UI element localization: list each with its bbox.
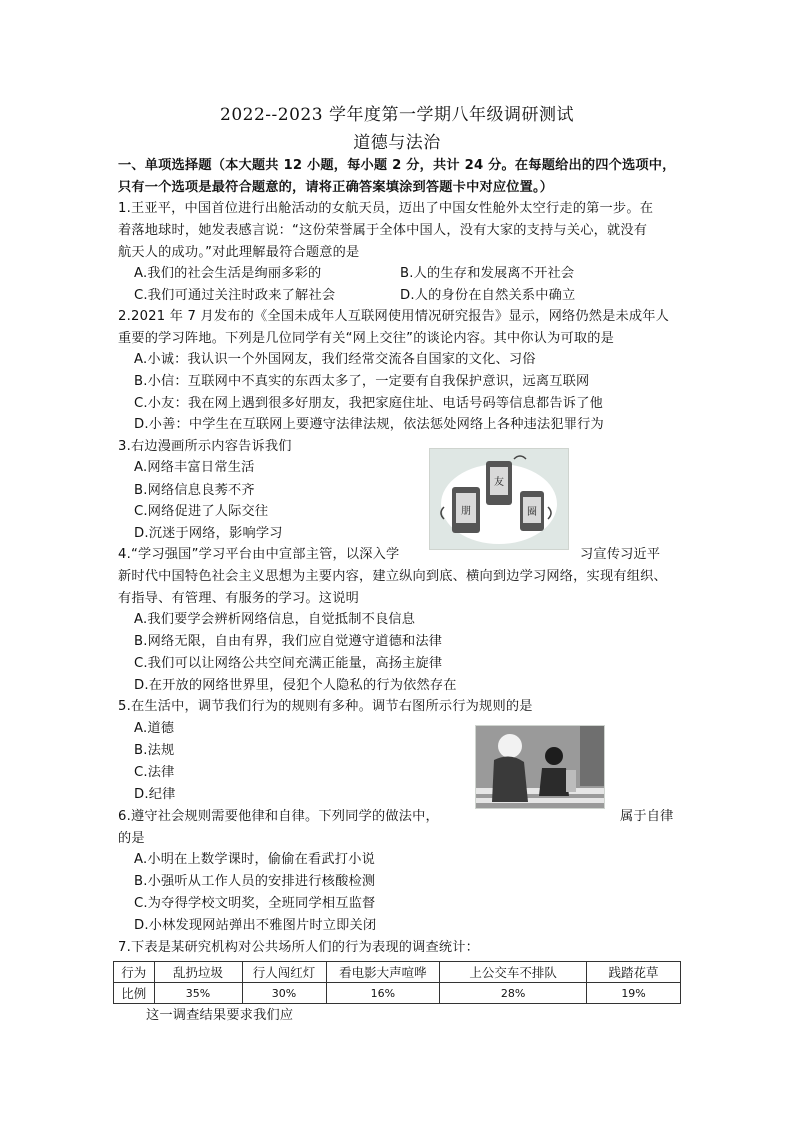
q1-option-d: D.人的身份在自然关系中确立 [400, 288, 576, 303]
section-heading-line-1: 一、单项选择题（本大题共 12 小题，每小题 2 分，共计 24 分。在每题给出的四个选项中， [118, 158, 676, 173]
q5-option-c: C.法律 [134, 765, 175, 780]
row-head-behavior: 行为 [114, 962, 155, 983]
q4-stem-line-2: 新时代中国特色社会主义思想为主要内容，建立纵向到底、横向到边学习网络，实现有组织、 [118, 569, 667, 584]
phone-label-1: 朋 [461, 506, 471, 517]
q1-stem-line-3: 航天人的成功。”对此理解最符合题意的是 [118, 245, 360, 260]
q7-follow-up: 这一调查结果要求我们应 [146, 1008, 294, 1023]
ratio-cell: 35% [154, 983, 242, 1004]
exam-subject: 道德与法治 [353, 133, 441, 153]
behavior-cell: 看电影大声喧哗 [326, 962, 440, 983]
behavior-cell: 乱扔垃圾 [154, 962, 242, 983]
q4-option-a: A.我们要学会辨析网络信息，自觉抵制不良信息 [134, 612, 416, 627]
q5-option-a: A.道德 [134, 721, 175, 736]
behavior-cell: 践踏花草 [587, 962, 681, 983]
ratio-cell: 30% [242, 983, 326, 1004]
q6-option-d: D.小林发现网站弹出不雅图片时立即关闭 [134, 918, 377, 933]
behavior-cell: 上公交车不排队 [440, 962, 587, 983]
q4-stem-line-1b: 习宣传习近平 [580, 547, 661, 562]
q5-option-d: D.纪律 [134, 787, 176, 802]
q1-option-c: C.我们可通过关注时政来了解社会 [134, 288, 336, 303]
q6-option-c: C.为夺得学校文明奖，全班同学相互监督 [134, 896, 376, 911]
q4-option-b: B.网络无限，自由有界，我们应自觉遵守道德和法律 [134, 634, 443, 649]
elder-body [492, 756, 528, 802]
table-row [114, 983, 681, 1004]
child-body [539, 768, 569, 796]
q5-option-b: B.法规 [134, 743, 175, 758]
q1-stem-line-1: 1.王亚平，中国首位进行出舱活动的女航天员，迈出了中国女性舱外太空行走的第一步。在 [118, 201, 654, 216]
q7-survey-table [113, 961, 681, 1004]
q6-stem-line-1b: 属于自律 [620, 809, 674, 824]
q3-option-d: D.沉迷于网络，影响学习 [134, 526, 283, 541]
q4-option-d: D.在开放的网络世界里，侵犯个人隐私的行为依然存在 [134, 678, 457, 693]
q3-option-a: A.网络丰富日常生活 [134, 460, 255, 475]
q3-stem: 3.右边漫画所示内容告诉我们 [118, 439, 292, 454]
q2-option-c: C.小友：我在网上遇到很多好朋友，我把家庭住址、电话号码等信息都告诉了他 [134, 396, 603, 411]
q2-option-a: A.小诚：我认识一个外国网友，我们经常交流各自国家的文化、习俗 [134, 352, 536, 367]
exam-title: 2022--2023 学年度第一学期八年级调研测试 [220, 105, 574, 125]
q6-option-a: A.小明在上数学课时，偷偷在看武打小说 [134, 852, 375, 867]
q7-stem: 7.下表是某研究机构对公共场所人们的行为表现的调查统计： [118, 940, 480, 955]
phones-illustration [430, 449, 568, 549]
phone-label-3: 圈 [527, 507, 537, 518]
q5-illustration-helping-elder [475, 725, 605, 809]
q3-cartoon-phones [429, 448, 569, 550]
q2-option-b: B.小信：互联网中不真实的东西太多了，一定要有自我保护意识，远离互联网 [134, 374, 590, 389]
q1-stem-line-2: 着落地球时，她发表感言说：“这份荣誉属于全体中国人，没有大家的支持与关心，就没有 [118, 223, 648, 238]
q2-stem-line-1: 2.2021 年 7 月发布的《全国未成年人互联网使用情况研究报告》显示，网络仍然是未成年人 [118, 309, 670, 324]
q3-option-b: B.网络信息良莠不齐 [134, 483, 255, 498]
elder-head [498, 734, 522, 758]
ratio-cell: 16% [326, 983, 440, 1004]
behavior-cell: 行人闯红灯 [242, 962, 326, 983]
q2-stem-line-2: 重要的学习阵地。下列是几位同学有关“网上交往”的谈论内容。其中你认为可取的是 [118, 331, 615, 346]
crossing-illustration [476, 726, 604, 808]
q5-stem: 5.在生活中，调节我们行为的规则有多种。调节右图所示行为规则的是 [118, 699, 533, 714]
q4-stem-line-1a: 4.“学习强国”学习平台由中宣部主管，以深入学 [118, 547, 400, 562]
q1-option-a: A.我们的社会生活是绚丽多彩的 [134, 266, 322, 281]
phone-label-2: 友 [494, 477, 504, 488]
row-head-ratio: 比例 [114, 983, 155, 1004]
ratio-cell: 19% [587, 983, 681, 1004]
q6-option-b: B.小强听从工作人员的安排进行核酸检测 [134, 874, 376, 889]
q1-option-b: B.人的生存和发展离不开社会 [400, 266, 575, 281]
table-row [114, 962, 681, 983]
q2-option-d: D.小善：中学生在互联网上要遵守法律法规，依法惩处网络上各种违法犯罪行为 [134, 417, 604, 432]
section-heading-line-2: 只有一个选项是最符合题意的，请将正确答案填涂到答题卡中对应位置。） [118, 180, 554, 195]
q4-stem-line-3: 有指导、有管理、有服务的学习。这说明 [118, 591, 359, 606]
child-head [545, 747, 563, 765]
ratio-cell: 28% [440, 983, 587, 1004]
q3-option-c: C.网络促进了人际交往 [134, 504, 269, 519]
q6-stem-line-1a: 6.遵守社会规则需要他律和自律。下列同学的做法中， [118, 809, 439, 824]
q6-stem-line-2: 的是 [118, 831, 145, 846]
q4-option-c: C.我们可以让网络公共空间充满正能量，高扬主旋律 [134, 656, 443, 671]
